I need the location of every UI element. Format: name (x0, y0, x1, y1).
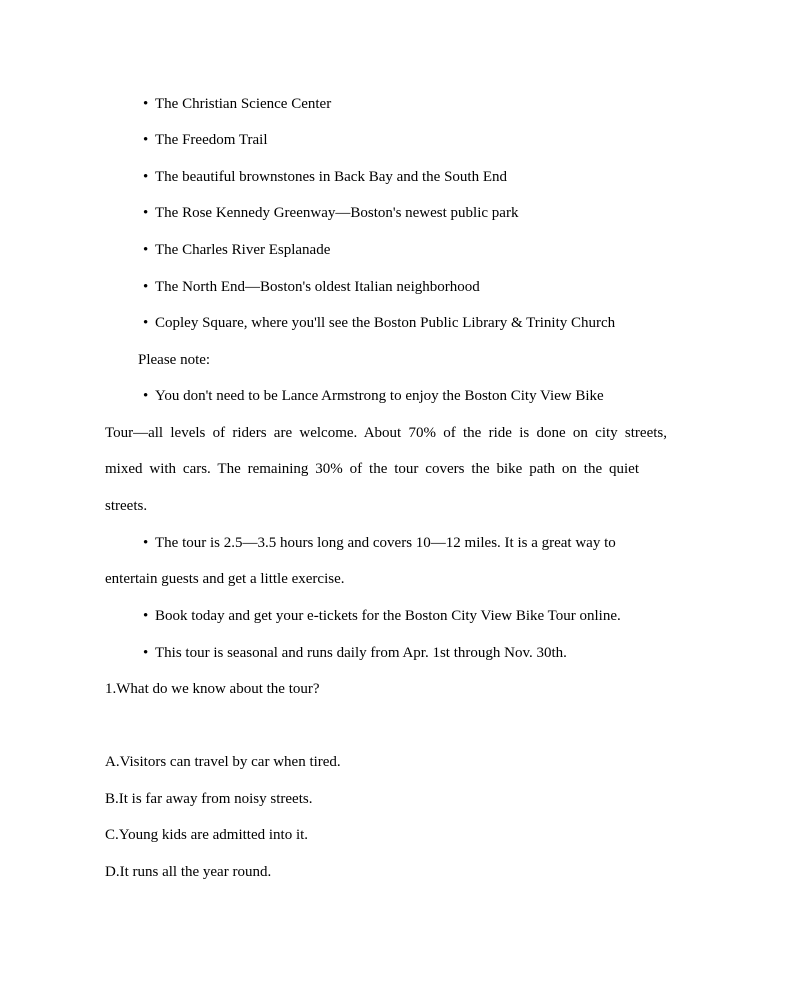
attraction-item (143, 168, 507, 186)
note-item (143, 534, 616, 552)
bullet-icon: • (143, 205, 149, 221)
attraction-text: The beautiful brownstones in Back Bay and the South End (155, 169, 508, 185)
note-text: The tour is 2.5—3.5 hours long and covers 10—12 miles. It is a great way to (155, 535, 616, 551)
attraction-item (143, 131, 268, 149)
attraction-text: The Charles River Esplanade (155, 242, 331, 258)
attraction-item (143, 241, 330, 259)
answer-option-b: B.It is far away from noisy streets. (105, 791, 313, 807)
note-text-continued: Tour—all levels of riders are welcome. About 70% of the ride is done on city streets, (105, 425, 667, 441)
attraction-item (143, 95, 331, 113)
note-text-continued: streets. (105, 498, 148, 514)
note-item (143, 644, 567, 662)
attraction-text: The North End—Boston's oldest Italian neighborhood (155, 279, 480, 295)
bullet-icon: • (143, 608, 149, 624)
bullet-icon: • (143, 535, 149, 551)
attraction-text: The Rose Kennedy Greenway—Boston's newest public park (155, 205, 519, 221)
note-text: This tour is seasonal and runs daily from Apr. 1st through Nov. 30th. (155, 645, 567, 661)
note-text-continued: entertain guests and get a little exercise. (105, 571, 345, 587)
note-item (143, 607, 621, 625)
bullet-icon: • (143, 96, 149, 112)
bullet-icon: • (143, 279, 149, 295)
answer-option-d: D.It runs all the year round. (105, 864, 272, 880)
answer-option-a: A.Visitors can travel by car when tired. (105, 754, 341, 770)
attraction-item (143, 278, 480, 296)
attraction-text: The Christian Science Center (155, 96, 332, 112)
attraction-item (143, 204, 518, 222)
note-text: You don't need to be Lance Armstrong to enjoy the Boston City View Bike (155, 388, 604, 404)
note-heading: Please note: (138, 352, 211, 368)
question-text: 1.What do we know about the tour? (105, 681, 320, 697)
note-text-continued: mixed with cars. The remaining 30% of the tour covers the bike path on the quiet (105, 461, 639, 477)
attraction-text: The Freedom Trail (155, 132, 268, 148)
bullet-icon: • (143, 315, 149, 331)
bullet-icon: • (143, 169, 149, 185)
bullet-icon: • (143, 132, 149, 148)
note-item (143, 387, 604, 405)
attraction-item (143, 314, 615, 332)
bullet-icon: • (143, 388, 149, 404)
bullet-icon: • (143, 645, 149, 661)
note-text: Book today and get your e-tickets for the Boston City View Bike Tour online. (155, 608, 621, 624)
attraction-text: Copley Square, where you'll see the Boston Public Library & Trinity Church (155, 315, 616, 331)
bullet-icon: • (143, 242, 149, 258)
answer-option-c: C.Young kids are admitted into it. (105, 827, 309, 843)
